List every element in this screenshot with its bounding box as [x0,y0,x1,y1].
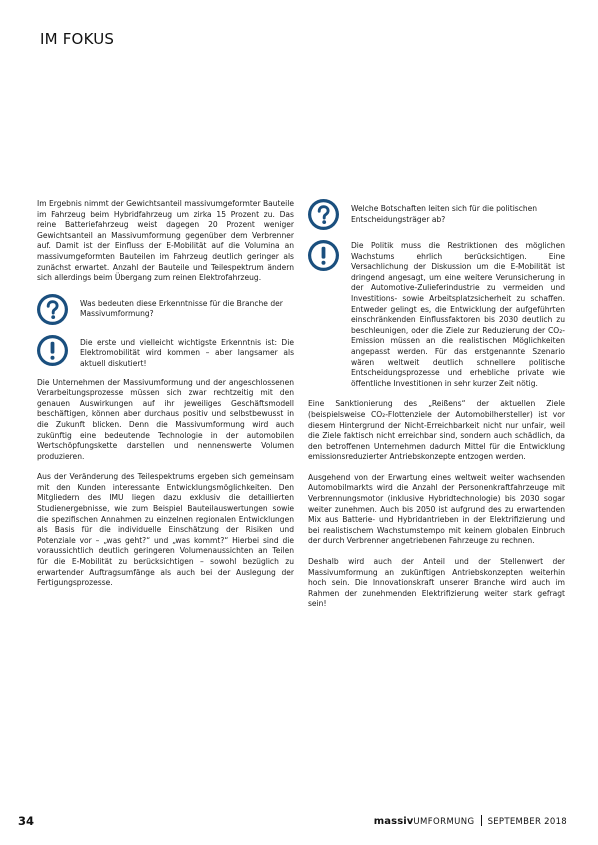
paragraph: Deshalb wird auch der Anteil und der Stellenwert der Massivumformung an zukünftigen Antriebskonzepten weiterhin hoch sein. Die Innovationskraft unserer Branche wird auch im Rahmen der zunehmenden Elektrifizierung weiter stark gefragt sein! [308,557,565,609]
section-label: IM FOKUS [40,30,115,48]
exclamation-circle-icon [37,335,68,366]
page-number: 34 [18,814,35,828]
paragraph: Aus der Veränderung des Teilespektrums ergeben sich gemeinsam mit den Kunden interessante Entwicklungsmöglichkeiten. Den Mitgliedern des IMU liegen dazu exklusiv die detaillierten Studienergebnisse, wie zum Beispiel Bauteilauswertungen sowie die spezifischen Annahmen zu einzelnen regionalen Entwicklungen als Basis für die individuelle Einschätzung der Risiken und Potenziale vor – „was geht?“ und „was kommt?“ Hierbei sind die voraussichtlich deutlich geringeren Volumenaussichten an Teilen für die E-Mobilität zu berücksichtigen – sowohl bezüglich zu erwartender Auftragsumfänge als auch bei der Auslegung der Fertigungsprozesse. [37,472,294,588]
paragraph: Ausgehend von der Erwartung eines weltweit weiter wachsenden Automobilmarkts wird die Anzahl der Personenkraftfahrzeuge mit Verbrennungsmotor (inklusive Hybridtechnologie) bis 2030 sogar weiter zunehmen. Auch bis 2050 ist aufgrund des zu erwartenden Mix aus Batterie- und Hybridantrieben in der Elektrifizierung und bei realistischem Wachstumstempo mit keinem globalen Einbruch der durch Verbrenner angetriebenen Fahrzeuge zu rechnen. [308,472,565,546]
answer-text: Die Politik muss die Restriktionen des möglichen Wachstums ehrlich berücksichtigen. Eine Versachlichung der Diskussion um die E-Mobilität ist dringend angesagt, um eine weitere Verunsicherung in der Automotive-Zulieferindustrie zu vermeiden und Investitions- sowie Arbeitsplatzsicherheit zu schaffen. Entweder gelingt es, die Entwicklung der aufgeführten einschränkenden Einflussfaktoren bis 2030 deutlich zu beschleunigen, oder die Ziele zur Reduzierung der CO₂-Emission müssen an die realistischen Möglichkeiten angepasst werden. Für das erstgenannte Szenario wären weltweit deutlich schnellere politische Entscheidungsprozesse und erhebliche private wie öffentliche Investitionen in sehr kurzer Zeit nötig. [351,241,565,388]
answer-block [37,333,294,370]
answer-text: Die erste und vielleicht wichtigste Erkenntnis ist: Die Elektromobilität wird kommen – aber langsamer als aktuell diskutiert! [80,337,294,368]
footer-divider [481,815,482,826]
brand-massiv: massiv [373,816,414,827]
footer-publication [374,815,567,827]
question-text: Welche Botschaften leiten sich für die politischen Entscheidungsträger ab? [351,204,538,224]
left-column [37,199,294,599]
brand-umformung: UMFORMUNG [413,817,475,827]
question-circle-icon [37,294,68,325]
question-block [308,199,565,230]
question-block [37,294,294,325]
question-text: Was bedeuten diese Erkenntnisse für die Branche der Massivumformung? [80,298,283,319]
paragraph: Im Ergebnis nimmt der Gewichtsanteil massivumgeformter Bauteile im Fahrzeug beim Hybridfahrzeug um zirka 15 Prozent zu. Das reine Batteriefahrzeug weist dagegen 20 Prozent weniger Gewichtsanteil an Massivumformung gegenüber dem Verbrenner auf. Damit ist der Einfluss der E-Mobilität auf die Volumina an massivumgeformten Bauteilen im Fahrzeug deutlich geringer als zunächst erwartet. Anzahl der Bauteile und Teilespektrum ändern sich allerdings beim Übergang zum reinen Elektrofahrzeug. [37,199,294,283]
paragraph: Eine Sanktionierung des „Reißens“ der aktuellen Ziele (beispielsweise CO₂-Flottenziele der Automobilhersteller) ist vor diesem Hintergrund der Nicht-Erreichbarkeit nicht nur unfair, weil die Ziele faktisch nicht erreichbar sind, sondern auch schädlich, da den betroffenen Unternehmen dadurch Mittel für die Entwicklung emissionsreduzierter Antriebskonzepte entzogen werden. [308,399,565,462]
exclamation-circle-icon [308,240,339,271]
answer-block [308,238,565,389]
issue-date: SEPTEMBER 2018 [487,817,567,827]
paragraph: Die Unternehmen der Massivumformung und der angeschlossenen Verarbeitungsprozesse müssen sich zwar rechtzeitig mit den genauen Auswirkungen auf ihr jeweiliges Geschäftsmodell beschäftigen, können aber durchaus positiv und selbstbewusst in die Zukunft blicken. Denn die Massivumformung wird auch zukünftig eine bedeutende Technologie in der automobilen Wertschöpfungskette darstellen und nennenswerte Volumen produzieren. [37,377,294,461]
question-circle-icon [308,199,339,230]
right-column [308,199,565,620]
